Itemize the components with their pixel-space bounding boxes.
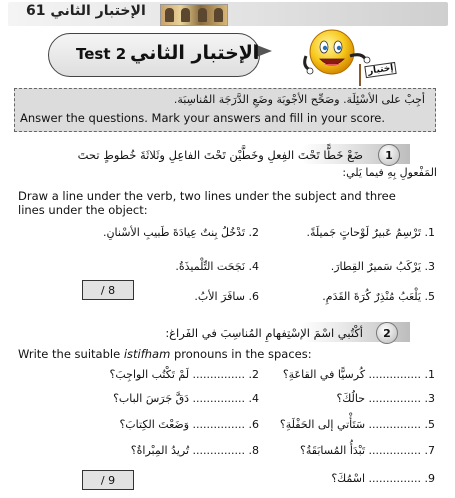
section-2-item-3: 3. ............... حالُكَ؟ [336, 392, 435, 405]
photo-figure [181, 8, 190, 22]
section-2-instruction-en [18, 347, 312, 361]
section-2-item-5: 5. ............... سَتَأْتي إلى الحَفْلَةِ؟ [279, 418, 435, 431]
section-2-item-2: 2. ............... لَمْ تَكْتُب الواجِبَ؟ [109, 368, 259, 381]
section-2-score-box: / 9 [82, 470, 134, 490]
instruction-text: pronouns in the spaces: [170, 347, 312, 361]
section-2-item-6: 6. ............... وَضَعْتَ الكِتابَ؟ [119, 418, 259, 431]
photo-figure [165, 8, 174, 22]
section-1-number: 1 [378, 144, 400, 166]
section-2-instruction-ar: أكْتُبي اسْمَ الإسْتِفهامِ المُناسِبَ في الفَراغ: [165, 326, 363, 340]
page-title: الإختبار الثاني 61 [26, 3, 146, 19]
photo-figure [198, 8, 207, 22]
smiley-icon [300, 26, 376, 88]
section-2-item-8: 8. ............... تُريدُ المِبْراةُ؟ [130, 444, 259, 457]
section-1-item-6: 6. سافَرَ الأبُ. [194, 290, 259, 303]
section-1-score-box: / 8 [82, 280, 134, 300]
section-2-number: 2 [376, 322, 398, 344]
section-1-item-3: 3. يَرْكَبُ سَميرٌ القِطارَ. [330, 260, 435, 273]
title-arabic: الإختبار الثاني [130, 42, 260, 64]
instructions-arabic: أجِبْ على الأسْئِلَة. وصَحِّح الأجْوبَة وضَعِ الدَّرَجَة المُناسِبَة. [173, 93, 425, 106]
section-2-item-1: 1. ............... كُرسيًّا في القاعَةِ؟ [282, 368, 435, 381]
section-1-instruction-ar-2: المَفْعولِ بِهِ فيما يَلي: [342, 166, 437, 179]
header-photo [160, 4, 228, 26]
section-1-instruction-en-1: Draw a line under the verb, two lines under the subject and three [18, 189, 396, 203]
section-1-item-2: 2. تَدْخُلُ بِنتٌ عِيادَةَ طَبيبِ الأسْنانِ. [102, 226, 259, 239]
instruction-text: Write the suitable [18, 347, 124, 361]
title-english: Test 2 [76, 45, 127, 63]
section-2-item-4: 4. ............... دَقَّ جَرَسَ الباب؟ [113, 392, 259, 405]
section-2-item-7: 7. ............... تَبْدَأُ المُسابَقَةُ؟ [300, 444, 435, 457]
instruction-term: istifham [123, 347, 171, 361]
photo-figure [214, 8, 223, 22]
section-2-item-9: 9. ............... اسْمُكَ؟ [331, 472, 435, 485]
section-1-item-4: 4. نَجَحَت التِّلْميذَةُ. [175, 260, 259, 273]
section-1-item-1: 1. تَرْسِمُ عَبيرٌ لَوْحاتٍ جَميلَةً. [306, 226, 435, 239]
section-1-instruction-ar-1: ضَعْ خَطًّا تَحْتَ الفِعلِ وخَطَّيْن تَحْتَ الفاعِلِ وثَلاثَةَ خُطوطٍ تحتَ [77, 148, 363, 162]
sign-label: إختبار [364, 62, 397, 78]
instructions-english: Answer the questions. Mark your answers and fill in your score. [20, 111, 386, 125]
section-1-instruction-en-2: lines under the object: [18, 203, 148, 217]
section-1-item-5: 5. يَلْعَبُ مُنْذِرٌ كُرَةَ القَدَمِ. [322, 290, 435, 303]
